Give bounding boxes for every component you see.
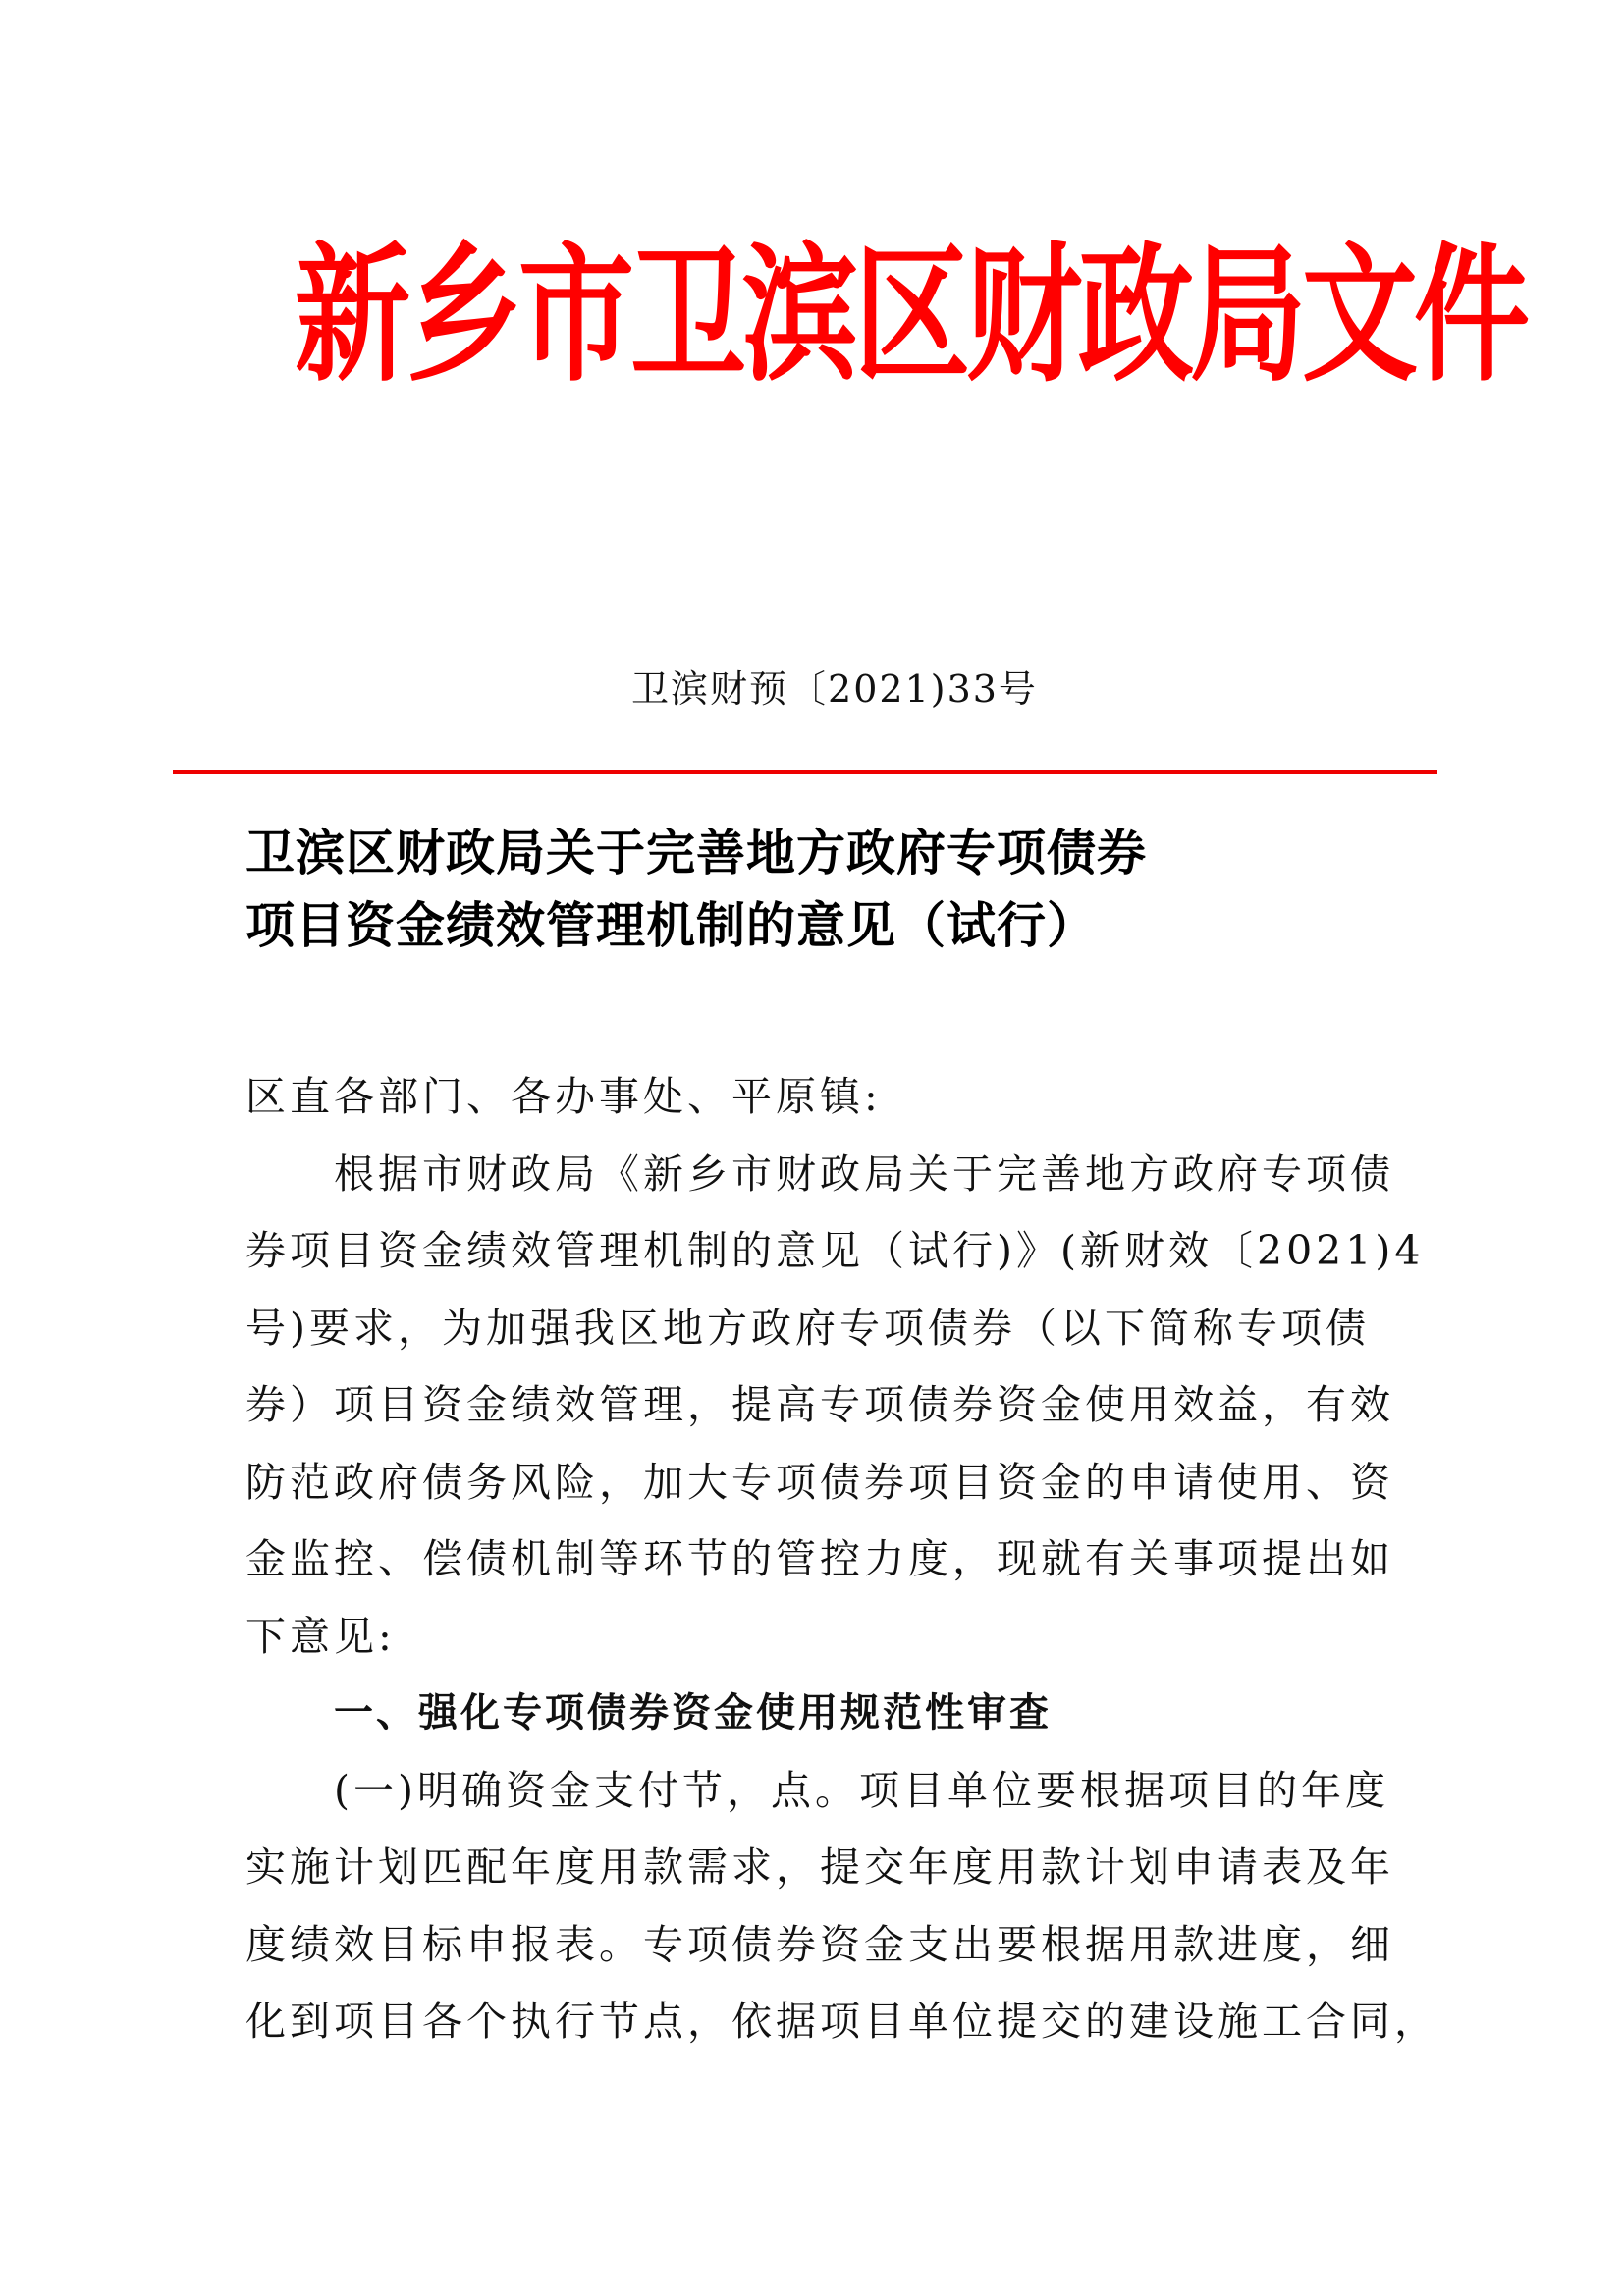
section-1-item-1 [245,1752,1438,2060]
red-divider-rule [173,770,1437,774]
intro-line: 下意见: [245,1612,396,1660]
document-body [245,1058,1438,2060]
intro-paragraph [245,1136,1425,1676]
document-title [245,817,1424,962]
issuing-agency-title: 新乡市卫滨区财政局文件 [295,227,1527,402]
intro-line: 根据市财政局《新乡市财政局关于完善地方政府专项债 [334,1149,1394,1198]
intro-line: 号)要求，为加强我区地方政府专项债券（以下简称专项债 [245,1304,1370,1352]
intro-line: 防范政府债务风险，加大专项债券项目资金的申请使用、资 [245,1458,1394,1506]
intro-line: 券）项目资金绩效管理，提高专项债券资金使用效益，有效 [245,1381,1394,1428]
salutation-text: 区直各部门、各办事处、平原镇: [245,1073,882,1120]
item-line: 实施计划匹配年度用款需求，提交年度用款计划申请表及年 [245,1843,1394,1891]
salutation [245,1058,1394,1136]
section-heading-1 [245,1675,1394,1752]
item-line: (一)明确资金支付节，点。项目单位要根据项目的年度 [334,1766,1389,1814]
item-line: 度绩效目标申报表。专项债券资金支出要根据用款进度，细 [245,1920,1394,1968]
intro-line: 券项目资金绩效管理机制的意见（试行)》(新财效〔2021)4 [245,1227,1425,1274]
document-title-line-1: 卫滨区财政局关于完善地方政府专项债券 [245,825,1147,881]
document-number: 卫滨财预〔2021)33号 [631,667,1038,711]
section-heading-text: 一、强化专项债券资金使用规范性审查 [334,1690,1052,1735]
intro-line: 金监控、偿债机制等环节的管控力度，现就有关事项提出如 [245,1535,1394,1582]
item-line: 化到项目各个执行节点，依据项目单位提交的建设施工合同， [245,1998,1438,2045]
document-title-line-2: 项目资金绩效管理机制的意见（试行） [245,897,1097,954]
